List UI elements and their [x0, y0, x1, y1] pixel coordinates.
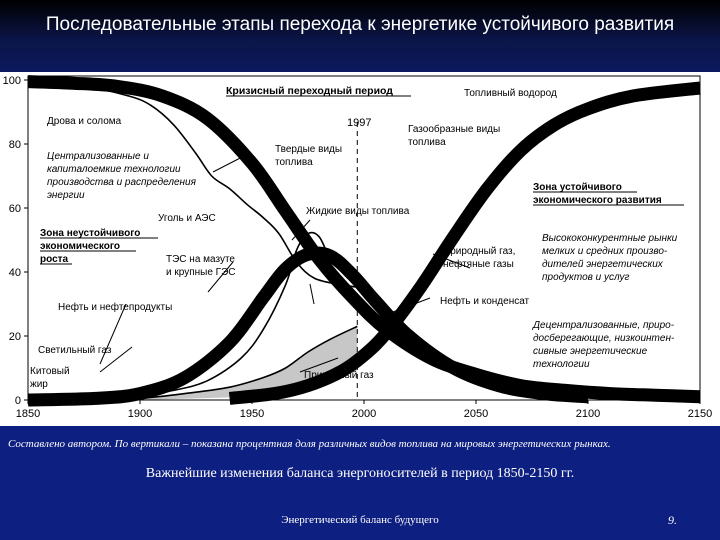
x-tick-label-2150: 2150: [687, 408, 713, 420]
page-number: 9.: [668, 513, 677, 527]
label-lighting-gas: Светильный газ: [38, 345, 112, 356]
label-liquid-fuels: Жидкие виды топлива: [306, 206, 410, 217]
label-sustainable-zone: Зона устойчивого экономического развития: [533, 182, 662, 206]
y-tick-label-60: 60: [8, 203, 21, 215]
x-tick-label-1900: 1900: [127, 408, 153, 420]
label-natural-gas: Природный газ: [304, 370, 374, 381]
y-tick-label-20: 20: [8, 331, 21, 343]
slide-footer: Энергетический баланс будущего: [281, 514, 439, 526]
label-competitive-markets: Высококонкурентные рынки мелких и средних произво-дителей энергетических продуктов и услуг: [542, 233, 678, 283]
energy-transition-chart: [0, 72, 720, 426]
label-decentralized-technologies: Децентрализованные, приро-досберегающие, низкоинтен-сивные энергетические технологии: [533, 320, 675, 370]
label-oil-products: Нефть и нефтепродукты: [58, 302, 173, 313]
x-tick-label-1950: 1950: [239, 408, 265, 420]
label-solid-fuels: Твердые виды топлива: [275, 144, 343, 168]
label-wood-straw: Дрова и солома: [47, 116, 122, 127]
x-tick-label-2050: 2050: [463, 408, 489, 420]
annotation-arrow: [213, 154, 248, 172]
label-unsustainable-zone: Зона неустойчивого экономического роста: [40, 228, 141, 265]
y-tick-label-80: 80: [8, 139, 21, 151]
slide-subtitle: Важнейшие изменения баланса энергоносителей в период 1850-2150 гг.: [145, 466, 575, 481]
x-tick-label-2000: 2000: [351, 408, 377, 420]
y-tick-label-100: 100: [2, 75, 21, 87]
label-oil-condensate: Нефть и конденсат: [440, 296, 530, 307]
x-tick-label-1850: 1850: [15, 408, 41, 420]
label-year-1997: 1997: [347, 117, 372, 129]
label-tpp-oil: ТЭС на мазуте и крупные ГЭС: [166, 254, 236, 278]
slide-title: Последовательные этапы перехода к энергетике устойчивого развития: [45, 14, 675, 35]
chart-caption: Составлено автором. По вертикали – показана процентная доля различных видов топлива на мировых энергетических рынках.: [8, 438, 611, 450]
label-coal-npp: Уголь и АЭС: [158, 213, 216, 224]
y-tick-label-40: 40: [8, 267, 21, 279]
chart-figure: [0, 72, 720, 426]
label-centralized-technologies: Централизованные и капиталоемкие технологии производства и распределения энергии: [47, 151, 196, 201]
label-natural-gas-oil: Природный газ, нефтяные газы: [443, 246, 516, 270]
label-hydrogen: Топливный водород: [464, 88, 557, 99]
y-tick-label-0: 0: [14, 395, 21, 407]
label-gaseous-fuels: Газообразные виды топлива: [408, 124, 501, 148]
label-whale-fat: Китовый жир: [30, 366, 70, 390]
label-crisis-period: Кризисный переходный период: [226, 85, 393, 97]
annotation-arrow: [310, 284, 314, 304]
x-tick-label-2100: 2100: [575, 408, 601, 420]
